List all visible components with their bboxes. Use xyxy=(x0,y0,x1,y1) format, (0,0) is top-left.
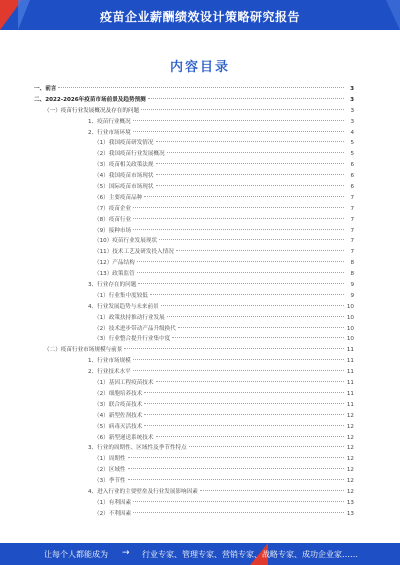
toc-page-number: 8 xyxy=(350,260,354,267)
toc-leader-dots xyxy=(159,239,344,240)
toc-leader-dots xyxy=(133,359,344,360)
footer-band xyxy=(0,543,400,565)
toc-page-number: 6 xyxy=(350,184,354,191)
toc-entry-text: （2）不利因素 xyxy=(94,510,132,517)
toc-entry[interactable] xyxy=(34,128,354,139)
toc-leader-dots xyxy=(133,370,344,371)
toc-entry-text: （4）新型佐剂技术 xyxy=(94,412,143,419)
toc-leader-dots xyxy=(141,109,344,110)
toc-entry-text: 4、进入行业的主要壁垒及行业发展影响因素 xyxy=(88,488,198,495)
toc-leader-dots xyxy=(133,207,344,208)
toc-entry[interactable] xyxy=(34,422,354,433)
toc-leader-dots xyxy=(176,250,344,251)
toc-entry[interactable] xyxy=(34,138,354,149)
toc-entry-text: 4、行业发展趋势与未来前景 xyxy=(88,303,159,310)
toc-entry-text: （3）季节性 xyxy=(94,478,126,485)
toc-page-number: 9 xyxy=(350,282,354,289)
toc-page-number: 13 xyxy=(346,499,354,506)
toc-page-number: 3 xyxy=(350,118,354,125)
toc-page-number: 11 xyxy=(346,358,354,365)
toc-leader-dots xyxy=(128,457,344,458)
toc-entry-text: （10）疫苗行业发展现状 xyxy=(94,238,158,245)
toc-leader-dots xyxy=(144,392,344,393)
toc-page-number: 11 xyxy=(346,401,354,408)
arrow-icon: → xyxy=(122,548,130,558)
toc-page-number: 3 xyxy=(350,96,354,103)
toc-leader-dots xyxy=(178,327,344,328)
toc-entry-text: （7）疫苗企业 xyxy=(94,205,132,212)
toc-entry[interactable] xyxy=(34,487,354,498)
toc-entry[interactable] xyxy=(34,389,354,400)
toc-leader-dots xyxy=(133,229,344,230)
toc-page-number: 12 xyxy=(346,456,354,463)
toc-leader-dots xyxy=(128,479,344,480)
toc-page-number: 5 xyxy=(350,140,354,147)
toc-entry-text: （二）疫苗行业市场规模与前景 xyxy=(44,347,123,354)
toc-leader-dots xyxy=(133,120,344,121)
toc-entry[interactable] xyxy=(34,498,354,509)
toc-leader-dots xyxy=(156,174,345,175)
toc-entry-text: （4）我国疫苗市场现状 xyxy=(94,173,154,180)
toc-entry-text: （6）主要疫苗品种 xyxy=(94,194,143,201)
toc-entry-text: （2）区域性 xyxy=(94,467,126,474)
toc-leader-dots xyxy=(200,490,344,491)
toc-entry[interactable] xyxy=(34,247,354,258)
toc-entry[interactable] xyxy=(34,204,354,215)
toc-entry[interactable] xyxy=(34,226,354,237)
toc-page-number: 12 xyxy=(346,478,354,485)
toc-page-number: 6 xyxy=(350,162,354,169)
toc-entry-text: （1）行业集中度较低 xyxy=(94,292,148,299)
toc-entry-text: （1）周期性 xyxy=(94,456,126,463)
toc-page-number: 7 xyxy=(350,227,354,234)
toc-leader-dots xyxy=(133,501,344,502)
toc-entry-text: 二、2022-2026年疫苗市场前景及趋势预测 xyxy=(34,96,146,103)
toc-leader-dots xyxy=(156,381,345,382)
toc-page-number: 10 xyxy=(346,303,354,310)
toc-page-number: 4 xyxy=(350,129,354,136)
toc-leader-dots xyxy=(137,272,344,273)
toc-page-number: 10 xyxy=(346,325,354,332)
toc-entry[interactable] xyxy=(34,509,354,520)
toc-entry[interactable] xyxy=(34,84,354,95)
toc-entry-text: （1）有利因素 xyxy=(94,499,132,506)
toc-entry-text: （1）基因工程疫苗技术 xyxy=(94,380,154,387)
toc-entry[interactable] xyxy=(34,171,354,182)
toc-page-number: 10 xyxy=(346,314,354,321)
toc-entry[interactable] xyxy=(34,334,354,345)
toc-entry[interactable] xyxy=(34,193,354,204)
toc-entry[interactable] xyxy=(34,269,354,280)
toc-entry[interactable] xyxy=(34,411,354,422)
toc-leader-dots xyxy=(161,305,344,306)
toc-page-number: 12 xyxy=(346,445,354,452)
toc-leader-dots xyxy=(189,446,344,447)
toc-entry-text: （6）新型递送系统技术 xyxy=(94,434,154,441)
toc-entry[interactable] xyxy=(34,182,354,193)
toc-entry[interactable] xyxy=(34,433,354,444)
toc-page-number: 3 xyxy=(350,86,354,92)
toc-leader-dots xyxy=(167,316,344,317)
toc-page-number: 11 xyxy=(346,380,354,387)
toc-page-number: 12 xyxy=(346,434,354,441)
toc-entry[interactable] xyxy=(34,313,354,324)
toc-page-number: 7 xyxy=(350,238,354,245)
toc-entry-text: （5）国际疫苗市场现状 xyxy=(94,184,154,191)
toc-entry-text: 2、行业市场环境 xyxy=(88,129,131,136)
toc-heading: 内容目录 xyxy=(169,60,230,75)
toc-leader-dots xyxy=(172,337,344,338)
toc-leader-dots xyxy=(58,87,344,88)
toc-entry[interactable] xyxy=(34,400,354,411)
toc-entry-text: 1、行业市场规模 xyxy=(88,358,131,365)
toc-leader-dots xyxy=(167,152,344,153)
toc-entry[interactable] xyxy=(34,236,354,247)
toc-entry-text: （3）疫苗相关政策法规 xyxy=(94,162,154,169)
toc-entry[interactable] xyxy=(34,378,354,389)
toc-entry[interactable] xyxy=(34,291,354,302)
toc-entry[interactable] xyxy=(34,106,354,117)
toc-entry[interactable] xyxy=(34,454,354,465)
toc-leader-dots xyxy=(128,468,344,469)
toc-entry-text: （1）政策扶持推动行业发展 xyxy=(94,314,165,321)
toc-leader-dots xyxy=(156,141,345,142)
toc-entry[interactable] xyxy=(34,117,354,128)
toc-page-number: 10 xyxy=(346,336,354,343)
toc-page-number: 11 xyxy=(346,347,354,354)
toc-leader-dots xyxy=(150,294,344,295)
toc-leader-dots xyxy=(133,512,344,513)
toc-entry-text: （2）细胞培养技术 xyxy=(94,390,143,397)
toc-page-number: 6 xyxy=(350,173,354,180)
toc-leader-dots xyxy=(144,403,344,404)
toc-entry-text: （3）联合疫苗技术 xyxy=(94,401,143,408)
footer-slogan-left: 让每个人都能成为 xyxy=(44,550,108,559)
header-band xyxy=(0,0,400,30)
toc-entry-text: 一、前言 xyxy=(34,86,57,92)
toc-entry[interactable] xyxy=(34,149,354,160)
toc-entry[interactable] xyxy=(34,324,354,335)
toc-entry-text: （8）疫苗行业 xyxy=(94,216,132,223)
toc-entry[interactable] xyxy=(34,95,354,106)
toc-entry-text: 2、行业技术水平 xyxy=(88,369,131,376)
toc-page-number: 8 xyxy=(350,271,354,278)
toc-entry-text: 3、行业存在的问题 xyxy=(88,282,137,289)
toc-page-number: 5 xyxy=(350,151,354,158)
toc-entry[interactable] xyxy=(34,258,354,269)
toc-page-number: 12 xyxy=(346,423,354,430)
toc-page-number: 9 xyxy=(350,292,354,299)
toc-entry-text: （13）政策监管 xyxy=(94,271,135,278)
toc-leader-dots xyxy=(144,425,344,426)
toc-leader-dots xyxy=(144,414,344,415)
toc-entry[interactable] xyxy=(34,476,354,487)
toc-entry-text: （1）我国疫苗研发情况 xyxy=(94,140,154,147)
toc-page-number: 11 xyxy=(346,369,354,376)
toc-page-number: 13 xyxy=(346,510,354,517)
toc-entry-text: （2）技术进步带动产品升级换代 xyxy=(94,325,176,332)
toc-page-number: 7 xyxy=(350,216,354,223)
toc-entry-text: 1、疫苗行业概况 xyxy=(88,118,131,125)
toc-page-number: 12 xyxy=(346,412,354,419)
toc-page-number: 7 xyxy=(350,249,354,256)
toc-entry-text: （3）行业整合提升行业集中度 xyxy=(94,336,171,343)
toc-entry-text: （一）疫苗行业发展概况及存在的问题 xyxy=(44,107,140,114)
toc-leader-dots xyxy=(144,196,344,197)
toc-entry-text: （11）技术工艺及研发投入情况 xyxy=(94,249,174,256)
toc-entry[interactable] xyxy=(34,367,354,378)
toc-leader-dots xyxy=(124,348,344,349)
toc-leader-dots xyxy=(133,218,344,219)
toc-entry[interactable] xyxy=(34,356,354,367)
toc-entry-text: （2）我国疫苗行业发展概况 xyxy=(94,151,165,158)
toc-leader-dots xyxy=(133,131,344,132)
toc-entry-text: 3、行业的周期性、区域性及季节性特点 xyxy=(88,445,187,452)
toc-leader-dots xyxy=(138,283,344,284)
table-of-contents xyxy=(34,84,354,520)
toc-page-number: 3 xyxy=(350,107,354,114)
toc-entry[interactable] xyxy=(34,345,354,356)
toc-page-number: 12 xyxy=(346,488,354,495)
toc-leader-dots xyxy=(148,98,344,99)
toc-page-number: 7 xyxy=(350,194,354,201)
toc-entry[interactable] xyxy=(34,443,354,454)
toc-leader-dots xyxy=(156,163,345,164)
toc-entry[interactable] xyxy=(34,302,354,313)
toc-page-number: 11 xyxy=(346,390,354,397)
report-title: 疫苗企业薪酬绩效设计策略研究报告 xyxy=(99,10,300,24)
toc-entry-text: （9）接种市场 xyxy=(94,227,132,234)
toc-entry[interactable] xyxy=(34,160,354,171)
toc-entry-text: （5）病毒灭活技术 xyxy=(94,423,143,430)
toc-page-number: 12 xyxy=(346,467,354,474)
toc-entry-text: （12）产品结构 xyxy=(94,260,135,267)
toc-leader-dots xyxy=(137,261,344,262)
toc-entry[interactable] xyxy=(34,280,354,291)
toc-page-number: 7 xyxy=(350,205,354,212)
toc-leader-dots xyxy=(156,185,345,186)
toc-entry[interactable] xyxy=(34,215,354,226)
footer-slogan-right: 行业专家、管理专家、营销专家、战略专家、成功企业家…… xyxy=(142,550,358,559)
toc-leader-dots xyxy=(156,436,345,437)
toc-entry[interactable] xyxy=(34,465,354,476)
